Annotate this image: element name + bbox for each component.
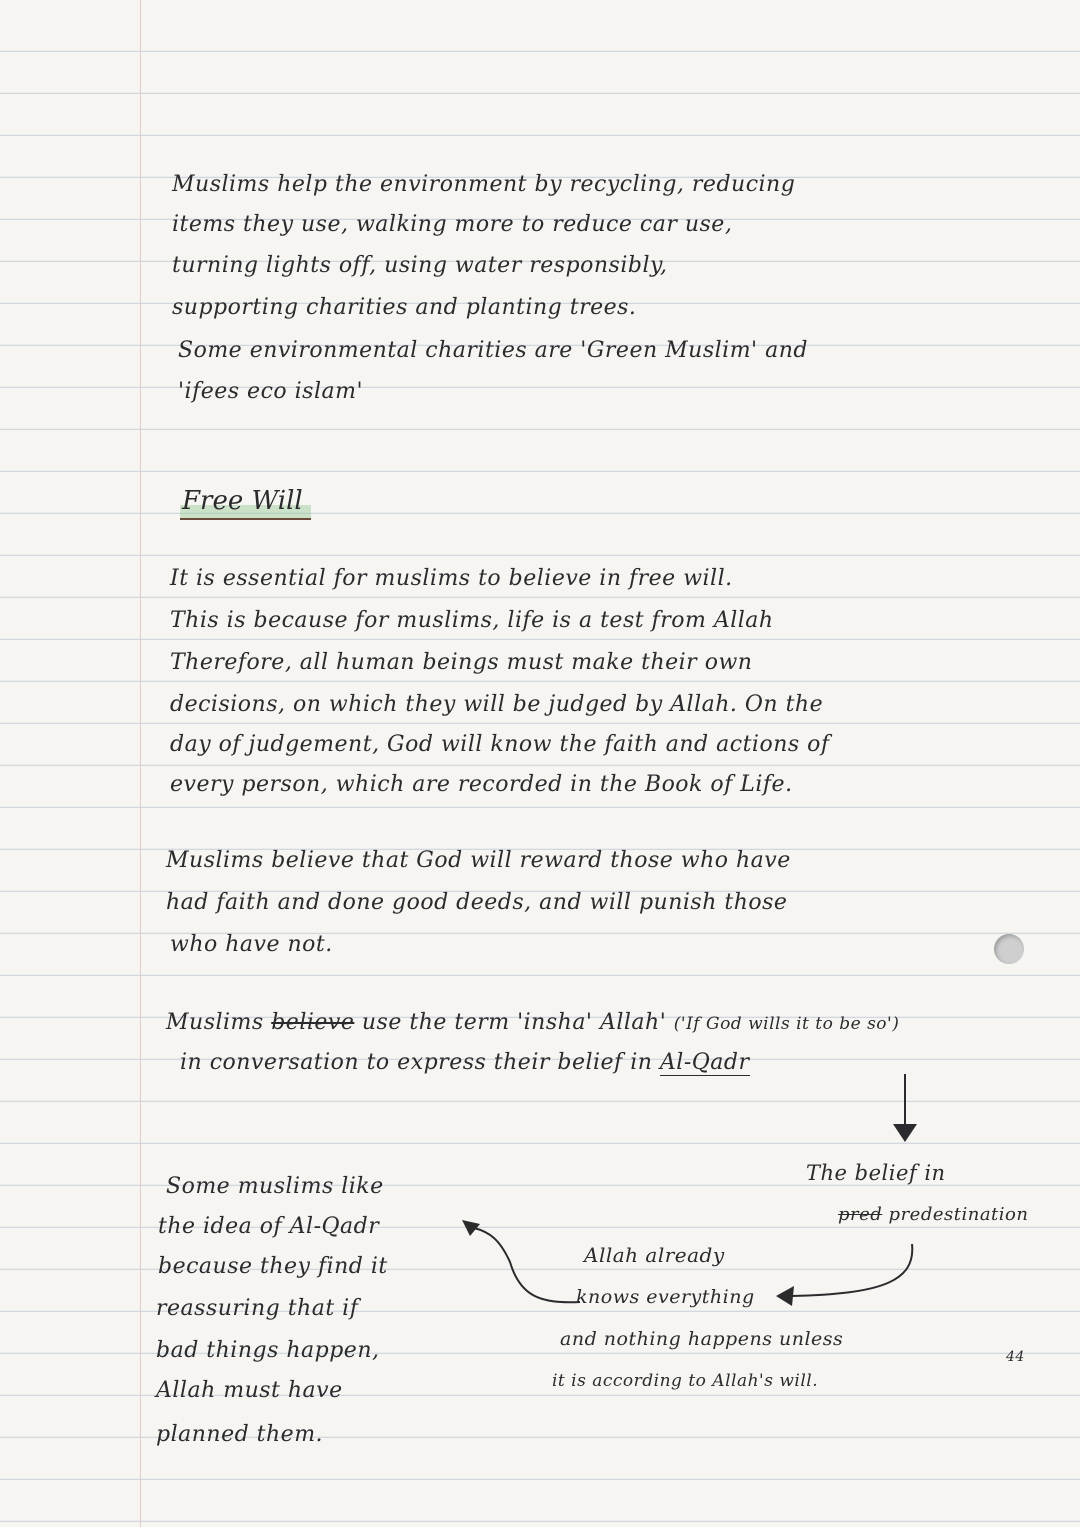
fw-p3-translation: ('If God wills it to be so') <box>673 1014 900 1034</box>
fw-p1-line-3: Therefore, all human beings must make their own <box>170 650 753 675</box>
env-line-4: supporting charities and planting trees. <box>172 295 637 320</box>
left-line-5: bad things happen, <box>156 1338 380 1363</box>
left-line-3: because they find it <box>158 1254 388 1279</box>
fw-p1-line-4: decisions, on which they will be judged by Allah. On the <box>170 692 824 717</box>
fw-p1-line-1: It is essential for muslims to believe in free will. <box>170 566 733 591</box>
fw-p3-word: Muslims <box>166 1010 264 1035</box>
al-qadr-term: Al-Qadr <box>659 1050 750 1075</box>
env-line-3: turning lights off, using water responsibly, <box>172 253 668 278</box>
env-line-1: Muslims help the environment by recycling, reducing <box>172 172 796 197</box>
fw-p1-line-5: day of judgement, God will know the faith and actions of <box>170 732 830 757</box>
crossed-word: pred <box>838 1204 883 1225</box>
fw-p3-crossed-word: believe <box>271 1010 355 1035</box>
mid-line-3: and nothing happens unless <box>560 1328 844 1350</box>
left-curve-arrow <box>474 1228 580 1302</box>
predestination-arrowhead <box>776 1286 794 1306</box>
fw-p2-line-2: had faith and done good deeds, and will punish those <box>166 890 788 915</box>
fw-p1-line-6: every person, which are recorded in the Book of Life. <box>170 772 793 797</box>
fw-p2-line-1: Muslims believe that God will reward those who have <box>166 848 791 873</box>
predestination-curve-arrow <box>792 1244 912 1296</box>
predestination-word: predestination <box>888 1204 1029 1225</box>
predestination-label-1: The belief in <box>806 1161 946 1185</box>
fw-p2-line-3: who have not. <box>170 932 333 957</box>
fw-p3-line-2-text: in conversation to express their belief in <box>180 1050 660 1075</box>
left-line-1: Some muslims like <box>166 1174 384 1199</box>
left-line-4: reassuring that if <box>156 1296 359 1321</box>
fw-p3-term: use the term 'insha' Allah' <box>361 1010 674 1035</box>
mid-line-4: it is according to Allah's will. <box>552 1371 819 1391</box>
left-line-7: planned them. <box>156 1422 324 1447</box>
left-line-2: the idea of Al-Qadr <box>158 1214 380 1239</box>
env-line-5: Some environmental charities are 'Green Muslim' and <box>178 338 808 363</box>
env-line-2: items they use, walking more to reduce car use, <box>172 212 733 237</box>
page-number: 44 <box>1006 1349 1025 1365</box>
env-line-6: 'ifees eco islam' <box>178 379 364 404</box>
fw-p1-line-2: This is because for muslims, life is a test from Allah <box>170 608 774 633</box>
free-will-heading: Free Will <box>180 486 311 520</box>
down-arrowhead <box>893 1124 917 1142</box>
mid-line-1: Allah already <box>584 1243 725 1267</box>
left-line-6: Allah must have <box>156 1378 343 1403</box>
mid-line-2: knows everything <box>576 1286 755 1308</box>
